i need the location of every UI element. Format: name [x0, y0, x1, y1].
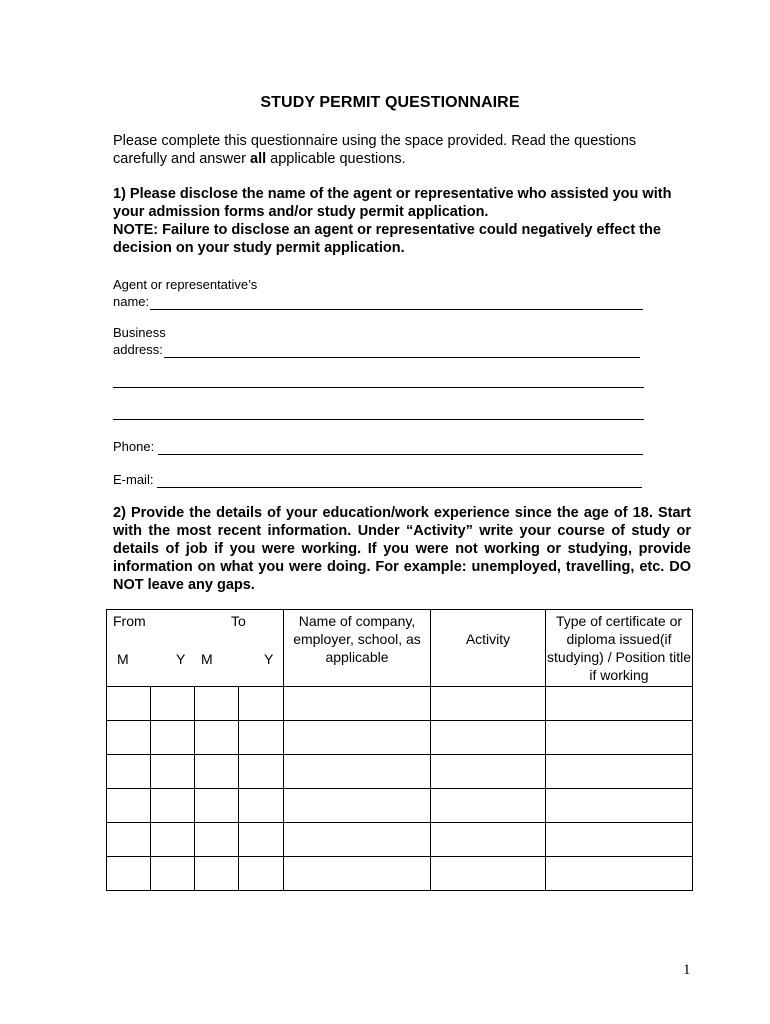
phone-input[interactable] [158, 442, 643, 455]
table-row [107, 789, 693, 823]
activity-cell[interactable] [431, 687, 546, 721]
activity-cell[interactable] [431, 755, 546, 789]
intro-text-2: applicable questions. [266, 151, 406, 167]
table-row [107, 687, 693, 721]
company-cell[interactable] [284, 789, 431, 823]
business-address-field [113, 324, 640, 358]
from-year-cell[interactable] [151, 687, 195, 721]
certificate-header: Type of certificate or diploma issued(if studying) / Position title if working [547, 613, 691, 683]
from-year-cell[interactable] [151, 857, 195, 891]
activity-cell[interactable] [431, 721, 546, 755]
from-year-cell[interactable] [151, 755, 195, 789]
company-header: Name of company, employer, school, as applicable [293, 613, 421, 665]
business-address-input[interactable] [164, 345, 640, 358]
from-month-cell[interactable] [107, 721, 151, 755]
table-row [107, 755, 693, 789]
company-cell[interactable] [284, 687, 431, 721]
table-row [107, 721, 693, 755]
to-year-cell[interactable] [239, 755, 284, 789]
to-year-cell[interactable] [239, 687, 284, 721]
from-year-cell[interactable] [151, 789, 195, 823]
from-year-header: Y [176, 651, 186, 667]
activity-header: Activity [465, 631, 511, 647]
from-month-cell[interactable] [107, 823, 151, 857]
table-row [107, 857, 693, 891]
to-month-cell[interactable] [195, 789, 239, 823]
to-year-cell[interactable] [239, 721, 284, 755]
certificate-cell[interactable] [546, 687, 693, 721]
company-cell[interactable] [284, 823, 431, 857]
email-label: E-mail: [113, 472, 154, 487]
intro-text-1: Please complete this questionnaire using the space provided. Read the questions carefully and answer [113, 133, 637, 167]
company-cell[interactable] [284, 721, 431, 755]
question-1-text: 1) Please disclose the name of the agent or representative who assisted you with your admission forms and/or study permit application. [113, 186, 672, 220]
from-year-cell[interactable] [151, 721, 195, 755]
from-month-header: M [117, 651, 129, 667]
intro-paragraph [113, 132, 693, 168]
intro-text-bold: all [250, 151, 267, 167]
question-1-note: NOTE: Failure to disclose an agent or representative could negatively effect the decision on your study permit application. [113, 222, 661, 256]
from-month-cell[interactable] [107, 687, 151, 721]
from-header: From [113, 613, 146, 629]
to-year-header: Y [264, 651, 274, 667]
table-body [107, 687, 693, 891]
agent-name-field [113, 276, 643, 310]
page-title: STUDY PERMIT QUESTIONNAIRE [260, 94, 520, 111]
agent-label-line2: name: [113, 294, 150, 309]
from-year-cell[interactable] [151, 823, 195, 857]
business-label-line2: address: [113, 342, 163, 357]
to-header: To [231, 613, 246, 629]
to-year-cell[interactable] [239, 823, 284, 857]
table-row [107, 823, 693, 857]
business-address-line-3[interactable] [113, 419, 644, 420]
activity-cell[interactable] [431, 789, 546, 823]
agent-label-line1: Agent or representative’s [113, 277, 258, 292]
company-cell[interactable] [284, 857, 431, 891]
certificate-cell[interactable] [546, 823, 693, 857]
to-month-cell[interactable] [195, 755, 239, 789]
page-number: 1 [683, 962, 691, 978]
phone-label: Phone: [113, 439, 155, 454]
from-month-cell[interactable] [107, 857, 151, 891]
email-input[interactable] [157, 475, 642, 488]
activity-cell[interactable] [431, 823, 546, 857]
certificate-header-cell [546, 610, 693, 687]
business-label-line1: Business [113, 325, 166, 340]
table-header-row [107, 610, 693, 687]
to-year-cell[interactable] [239, 789, 284, 823]
agent-name-input[interactable] [150, 297, 643, 310]
to-month-cell[interactable] [195, 687, 239, 721]
company-header-cell [284, 610, 431, 687]
question-1 [113, 185, 703, 257]
email-field [113, 471, 642, 488]
certificate-cell[interactable] [546, 857, 693, 891]
company-cell[interactable] [284, 755, 431, 789]
to-month-cell[interactable] [195, 823, 239, 857]
from-month-cell[interactable] [107, 789, 151, 823]
to-month-cell[interactable] [195, 721, 239, 755]
to-month-header: M [201, 651, 213, 667]
activity-cell[interactable] [431, 857, 546, 891]
question-2-text: 2) Provide the details of your education/work experience since the age of 18. Start with the most recent information. Under “Activity” write your course of study or details of job if you were working. If you were not working or studying, provide information on what you were doing. For example: unemployed, travelling, etc. DO NOT leave any gaps. [113, 505, 691, 593]
to-year-cell[interactable] [239, 857, 284, 891]
certificate-cell[interactable] [546, 789, 693, 823]
activity-header-cell [431, 610, 546, 687]
history-table [106, 609, 693, 891]
date-range-header [107, 610, 284, 687]
to-month-cell[interactable] [195, 857, 239, 891]
from-month-cell[interactable] [107, 755, 151, 789]
certificate-cell[interactable] [546, 721, 693, 755]
certificate-cell[interactable] [546, 755, 693, 789]
business-address-line-2[interactable] [113, 387, 644, 388]
phone-field [113, 438, 643, 455]
